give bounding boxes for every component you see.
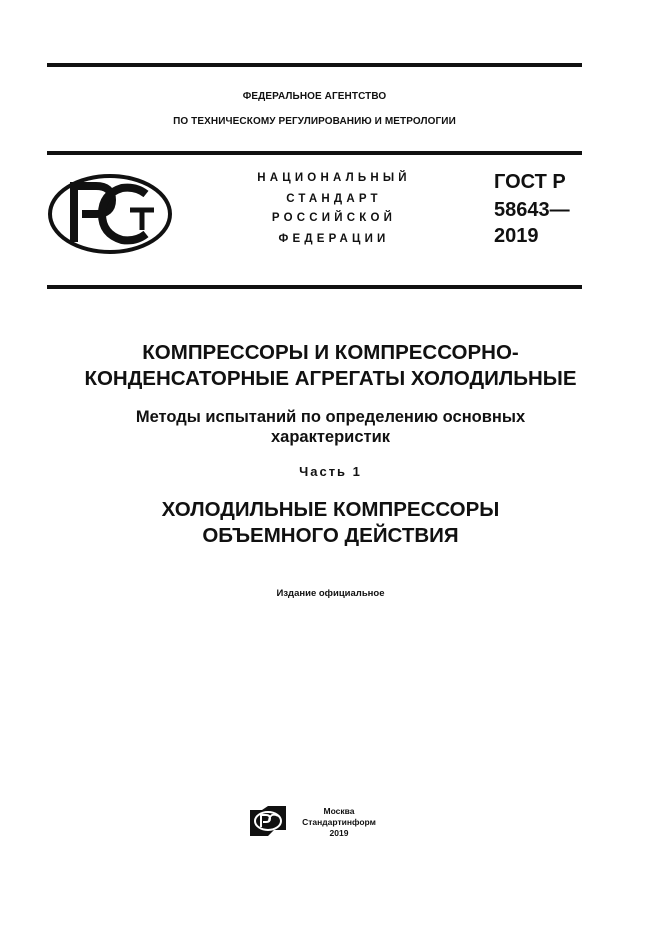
top-rule — [47, 63, 582, 67]
national-line-4: ФЕДЕРАЦИИ — [278, 233, 390, 245]
publisher-year: 2019 — [329, 828, 349, 838]
agency-line-2: ПО ТЕХНИЧЕСКОМУ РЕГУЛИРОВАНИЮ И МЕТРОЛОГИИ — [173, 116, 456, 127]
national-line-3: РОССИЙСКОЙ — [271, 212, 397, 224]
subtitle-line-1: Методы испытаний по определению основных — [135, 408, 526, 426]
gost-number: 58643— — [494, 199, 570, 221]
edition-note: Издание официальное — [276, 588, 385, 599]
main-title-line-2: КОНДЕНСАТОРНЫЕ АГРЕГАТЫ ХОЛОДИЛЬНЫЕ — [84, 367, 577, 390]
publisher-city: Москва — [323, 806, 355, 816]
part-label: Часть 1 — [299, 464, 362, 479]
national-line-2: СТАНДАРТ — [286, 193, 382, 205]
subtitle — [47, 407, 614, 447]
gost-label: ГОСТ Р — [494, 171, 566, 193]
middle-rule — [47, 285, 582, 289]
gost-year: 2019 — [494, 225, 539, 247]
header-rule — [47, 151, 582, 155]
national-line-1: НАЦИОНАЛЬНЫЙ — [257, 172, 411, 184]
gost-r-logo-icon — [46, 172, 174, 256]
main-title-line-1: КОМПРЕССОРЫ И КОМПРЕССОРНО- — [142, 341, 519, 364]
main-title — [47, 340, 614, 392]
publisher — [298, 806, 380, 839]
subtitle-line-2: характеристик — [270, 428, 390, 446]
part-title — [47, 497, 614, 549]
publisher-name: Стандартинформ — [302, 817, 376, 827]
agency-line-1: ФЕДЕРАЛЬНОЕ АГЕНТСТВО — [242, 91, 387, 102]
part-title-line-2: ОБЪЕМНОГО ДЕЙСТВИЯ — [202, 524, 459, 547]
publisher-logo-icon — [248, 806, 288, 836]
part-title-line-1: ХОЛОДИЛЬНЫЕ КОМПРЕССОРЫ — [161, 498, 500, 521]
